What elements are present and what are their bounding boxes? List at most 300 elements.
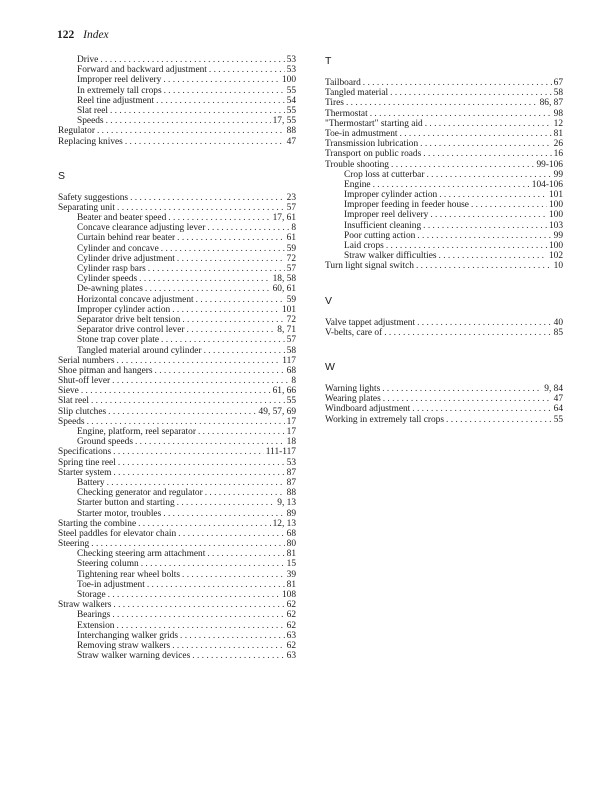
dot-leader: [130, 193, 285, 203]
entry-text: Storage: [77, 590, 106, 600]
entry-text: Concave clearance adjusting lever: [77, 223, 206, 234]
entry-text: Serial numbers: [58, 355, 115, 366]
entry-page: 8: [291, 376, 296, 387]
index-subentry: [58, 549, 296, 559]
index-subentry: [58, 590, 296, 600]
dot-leader: [209, 65, 285, 75]
entry-text: Drive: [77, 55, 99, 65]
entry-page: 8: [291, 223, 296, 234]
dot-leader: [187, 325, 276, 335]
index-entry: [325, 109, 563, 119]
entry-text: Toe-in admustment: [325, 128, 398, 139]
index-subentry: [58, 295, 296, 305]
entry-page: 108: [281, 590, 296, 600]
entry-text: Checking generator and regulator: [77, 488, 203, 499]
dot-leader: [177, 254, 285, 264]
dot-leader: [113, 468, 284, 478]
index-subentry: [58, 509, 296, 519]
dot-leader: [363, 78, 552, 88]
index-subentry: [58, 315, 296, 325]
dot-leader: [113, 447, 264, 457]
entry-text: Laid crops: [344, 241, 384, 251]
entry-text: Checking steering arm attachment: [77, 549, 206, 560]
dot-leader: [172, 305, 280, 315]
entry-text: Regulator: [58, 126, 95, 137]
dot-leader: [112, 376, 289, 386]
dot-leader: [110, 106, 285, 116]
dot-leader: [125, 137, 285, 147]
entry-page: 85: [553, 327, 563, 338]
dot-leader: [430, 210, 547, 220]
entry-page: 55: [286, 85, 296, 96]
entry-text: Slip clutches: [58, 406, 107, 417]
dot-leader: [370, 109, 552, 119]
index-entry: [325, 404, 563, 414]
page-number: 122: [57, 29, 75, 41]
index-entry: [58, 600, 296, 610]
index-subentry: [58, 335, 296, 345]
entry-page: 61, 66: [272, 386, 296, 397]
entry-page: 87: [286, 467, 296, 478]
dot-leader: [177, 498, 276, 508]
dot-leader: [163, 509, 284, 519]
entry-text: Reel tine adjustment: [77, 95, 155, 106]
entry-page: 57: [286, 202, 296, 213]
entry-text: Ground speeds: [77, 437, 133, 448]
entry-text: Improper cylinder action: [344, 190, 438, 201]
entry-text: Thermostat: [325, 108, 368, 119]
entry-page: 104-106: [531, 179, 563, 190]
section-letter: T: [325, 55, 332, 67]
entry-page: 62: [286, 610, 296, 621]
index-entry: [58, 417, 296, 427]
entry-text: In extremely tall crops: [77, 85, 162, 96]
entry-page: 88: [286, 126, 296, 137]
entry-page: 57: [286, 335, 296, 346]
entry-text: V-belts, care of: [325, 327, 383, 338]
dot-leader: [382, 384, 542, 394]
entry-text: Horizontal concave adjustment: [77, 294, 194, 305]
index-column-left: [58, 55, 296, 684]
index-subentry: [325, 231, 563, 241]
entry-text: Improper feeding in feeder house: [344, 200, 469, 211]
index-entry: [58, 376, 296, 386]
dot-leader: [346, 98, 538, 108]
entry-page: 98: [553, 108, 563, 119]
index-entry: [58, 519, 296, 529]
entry-page: 18: [286, 437, 296, 448]
entry-page: 23: [286, 192, 296, 203]
entry-page: 99-106: [536, 159, 563, 170]
dot-leader: [164, 86, 285, 96]
index-entry: [325, 328, 563, 338]
dot-leader: [117, 621, 285, 631]
entry-text: Starter system: [58, 467, 112, 478]
entry-text: Tailboard: [325, 78, 361, 88]
entry-text: Spring tine reel: [58, 457, 116, 468]
dot-leader: [417, 318, 552, 328]
entry-text: Interchanging walker grids: [77, 630, 179, 641]
entry-page: 89: [286, 508, 296, 519]
dot-leader: [439, 190, 547, 200]
dot-leader: [207, 223, 289, 233]
entry-text: Engine: [344, 179, 371, 190]
entry-text: Crop loss at cutterbar: [344, 169, 425, 180]
dot-leader: [182, 315, 284, 325]
dot-leader: [426, 170, 551, 180]
entry-page: 59: [286, 294, 296, 305]
dot-leader: [148, 264, 285, 274]
index-entry: [58, 203, 296, 213]
dot-leader: [196, 295, 285, 305]
entry-text: Tires: [325, 98, 344, 109]
entry-text: Battery: [77, 477, 105, 488]
dot-leader: [91, 396, 285, 406]
index-subentry: [58, 437, 296, 447]
entry-text: Improper reel delivery: [77, 75, 162, 86]
page-header: [57, 29, 109, 41]
entry-page: 102: [548, 251, 563, 262]
dot-leader: [412, 404, 551, 414]
index-section: [58, 55, 296, 147]
dot-leader: [400, 129, 552, 139]
entry-page: 55: [553, 414, 563, 425]
index-subentry: [325, 200, 563, 210]
index-subentry: [58, 264, 296, 274]
entry-text: Stone trap cover plate: [77, 335, 159, 346]
index-subentry: [58, 641, 296, 651]
index-entry: [325, 139, 563, 149]
entry-page: 18, 58: [272, 274, 296, 285]
index-entry: [58, 137, 296, 147]
dot-leader: [471, 200, 547, 210]
entry-page: 87: [286, 477, 296, 488]
section-letter: W: [325, 360, 335, 373]
entry-text: Poor cutting action: [344, 230, 416, 241]
entry-page: 57: [286, 264, 296, 274]
index-entry: [58, 468, 296, 478]
entry-page: 86, 87: [539, 98, 563, 109]
entry-text: Steel paddles for elevator chain: [58, 528, 177, 539]
entry-page: 67: [553, 78, 563, 88]
dot-leader: [97, 126, 285, 136]
index-subentry: [58, 427, 296, 437]
entry-text: Sieve: [58, 386, 79, 397]
dot-leader: [147, 580, 285, 590]
dot-leader: [106, 116, 271, 126]
entry-text: Starting the combine: [58, 518, 137, 529]
entry-page: 64: [553, 404, 563, 415]
entry-text: Straw walker warning devices: [77, 651, 191, 662]
dot-leader: [100, 55, 284, 65]
index-entry: [325, 415, 563, 425]
entry-page: 80: [286, 539, 296, 550]
dot-leader: [135, 437, 285, 447]
index-column-right: [325, 55, 563, 448]
entry-text: Shut-off lever: [58, 376, 111, 387]
entry-page: 72: [286, 314, 296, 325]
index-subentry: [58, 570, 296, 580]
index-entry: [58, 529, 296, 539]
entry-text: Shoe pitman and hangers: [58, 365, 153, 376]
dot-leader: [161, 244, 285, 254]
dot-leader: [390, 88, 552, 98]
index-subentry: [58, 106, 296, 116]
dot-leader: [117, 356, 281, 366]
dot-leader: [139, 274, 270, 284]
entry-page: 16: [553, 149, 563, 160]
dot-leader: [383, 394, 552, 404]
entry-page: 99: [553, 230, 563, 241]
entry-page: 9, 13: [277, 498, 296, 509]
index-entry: [325, 394, 563, 404]
dot-leader: [113, 600, 284, 610]
index-subentry: [58, 478, 296, 488]
entry-page: 62: [286, 600, 296, 611]
entry-page: 100: [281, 75, 296, 86]
entry-text: De-awning plates: [77, 284, 143, 295]
entry-page: 55: [286, 396, 296, 407]
entry-page: 17, 55: [272, 116, 296, 127]
index-entry: [325, 261, 563, 271]
entry-text: Windboard adjustment: [325, 404, 411, 415]
dot-leader: [112, 610, 284, 620]
index-entry: [58, 366, 296, 376]
dot-leader: [417, 231, 551, 241]
entry-page: 100: [548, 241, 563, 251]
entry-text: Speeds: [77, 116, 104, 127]
dot-leader: [207, 549, 284, 559]
index-subentry: [325, 210, 563, 220]
entry-page: 103: [548, 220, 563, 231]
index-subentry: [58, 621, 296, 631]
entry-page: 62: [286, 640, 296, 651]
index-entry: [325, 88, 563, 98]
entry-text: Replacing knives: [58, 136, 123, 147]
entry-page: 49, 57, 69: [258, 406, 296, 417]
entry-page: 60, 61: [272, 284, 296, 295]
entry-page: 99: [553, 169, 563, 180]
dot-leader: [107, 478, 285, 488]
dot-leader: [204, 346, 285, 356]
index-section: [325, 55, 563, 272]
index-subentry: [58, 631, 296, 641]
entry-page: 9, 84: [544, 383, 563, 394]
index-entry: [58, 356, 296, 366]
dot-leader: [108, 590, 280, 600]
entry-page: 117: [282, 355, 296, 366]
index-entry: [58, 539, 296, 549]
entry-page: 62: [286, 620, 296, 631]
entry-page: 63: [286, 651, 296, 662]
entry-text: Separating unit: [58, 202, 116, 213]
entry-text: "Thermostart" starting aid: [325, 118, 423, 129]
dot-leader: [81, 386, 271, 396]
dot-leader: [156, 96, 285, 106]
entry-text: Beater and beater speed: [77, 213, 167, 224]
entry-text: Steering: [58, 539, 90, 550]
entry-text: Turn light signal switch: [325, 261, 414, 272]
index-subentry: [58, 559, 296, 569]
entry-text: Separator drive belt tension: [77, 314, 181, 325]
entry-page: 72: [286, 253, 296, 264]
entry-page: 111-117: [265, 447, 296, 458]
entry-page: 8, 71: [277, 325, 296, 336]
entry-page: 53: [286, 457, 296, 468]
index-subentry: [58, 65, 296, 75]
entry-text: Forward and backward adjustment: [77, 65, 207, 76]
dot-leader: [178, 529, 284, 539]
index-entry: [58, 386, 296, 396]
index-entry: [325, 78, 563, 88]
entry-page: 12, 13: [272, 518, 296, 529]
dot-leader: [384, 328, 551, 338]
index-subentry: [58, 86, 296, 96]
entry-text: Bearings: [77, 610, 111, 621]
dot-leader: [182, 570, 285, 580]
index-section: [325, 361, 563, 425]
dot-leader: [87, 417, 285, 427]
dot-leader: [163, 75, 280, 85]
entry-page: 63: [286, 630, 296, 641]
index-subentry: [58, 244, 296, 254]
entry-page: 54: [286, 95, 296, 106]
entry-text: Warning lights: [325, 383, 381, 394]
index-subentry: [58, 346, 296, 356]
index-subentry: [58, 610, 296, 620]
index-entry: [325, 160, 563, 170]
entry-page: 88: [286, 488, 296, 499]
entry-page: 58: [286, 345, 296, 356]
entry-text: Cylinder rasp bars: [77, 264, 146, 274]
entry-text: Cylinder speeds: [77, 274, 138, 285]
entry-text: Tangled material around cylinder: [77, 345, 202, 356]
dot-leader: [180, 631, 285, 641]
entry-page: 59: [286, 243, 296, 254]
entry-page: 55: [286, 105, 296, 116]
index-subentry: [325, 170, 563, 180]
entry-text: Steering column: [77, 559, 139, 570]
entry-page: 53: [286, 65, 296, 76]
dot-leader: [108, 407, 256, 417]
index-subentry: [325, 180, 563, 190]
dot-leader: [141, 559, 285, 569]
dot-leader: [155, 366, 285, 376]
dot-leader: [416, 261, 552, 271]
index-entry: [325, 384, 563, 394]
entry-text: Extension: [77, 620, 115, 631]
entry-page: 12: [553, 118, 563, 129]
index-entry: [58, 407, 296, 417]
index-subentry: [325, 190, 563, 200]
entry-text: Starter button and starting: [77, 498, 175, 509]
entry-text: Straw walker difficulties: [344, 251, 437, 262]
dot-leader: [198, 427, 285, 437]
entry-text: Curtain behind rear beater: [77, 233, 176, 244]
index-section: [58, 170, 296, 662]
index-subentry: [58, 96, 296, 106]
entry-page: 100: [548, 200, 563, 211]
index-subentry: [58, 233, 296, 243]
entry-text: Improper cylinder action: [77, 304, 171, 315]
dot-leader: [373, 180, 530, 190]
dot-leader: [138, 519, 270, 529]
index-subentry: [58, 116, 296, 126]
dot-leader: [439, 251, 547, 261]
dot-leader: [423, 149, 551, 159]
entry-page: 39: [286, 569, 296, 580]
entry-page: 68: [286, 365, 296, 376]
index-entry: [325, 98, 563, 108]
entry-page: 17: [286, 427, 296, 437]
dot-leader: [386, 241, 547, 251]
index-subentry: [325, 251, 563, 261]
index-entry: [325, 119, 563, 129]
index-entry: [325, 149, 563, 159]
index-subentry: [58, 651, 296, 661]
page-title: Index: [83, 29, 109, 41]
index-subentry: [58, 580, 296, 590]
dot-leader: [423, 221, 547, 231]
index-entry: [58, 458, 296, 468]
entry-text: Tightening rear wheel bolts: [77, 569, 181, 580]
entry-page: 101: [548, 190, 563, 201]
dot-leader: [91, 539, 284, 549]
index-entry: [325, 129, 563, 139]
index-subentry: [58, 75, 296, 85]
index-subentry: [325, 221, 563, 231]
entry-text: Tangled material: [325, 88, 389, 99]
index-entry: [58, 193, 296, 203]
dot-leader: [192, 651, 284, 661]
section-letter: S: [58, 169, 66, 182]
entry-page: 101: [281, 304, 296, 315]
entry-page: 53: [286, 55, 296, 65]
entry-page: 81: [286, 579, 296, 590]
index-section: [325, 295, 563, 338]
entry-text: Insufficient cleaning: [344, 220, 422, 231]
index-subentry: [58, 325, 296, 335]
entry-text: Slat reel: [58, 396, 89, 407]
entry-text: Straw walkers: [58, 600, 112, 611]
entry-page: 15: [286, 559, 296, 570]
entry-page: 81: [553, 128, 563, 139]
entry-text: Working in extremely tall crops: [325, 414, 445, 425]
index-subentry: [58, 305, 296, 315]
entry-text: Wearing plates: [325, 394, 381, 405]
entry-text: Cylinder and concave: [77, 243, 159, 254]
index-subentry: [58, 498, 296, 508]
index-entry: [58, 126, 296, 136]
dot-leader: [446, 415, 552, 425]
section-letter: V: [325, 294, 333, 307]
entry-text: Cylinder drive adjustment: [77, 253, 175, 264]
entry-text: Starter motor, troubles: [77, 508, 162, 519]
dot-leader: [172, 641, 284, 651]
entry-page: 81: [286, 549, 296, 560]
entry-page: 61: [286, 233, 296, 244]
index-subentry: [58, 488, 296, 498]
index-subentry: [58, 274, 296, 284]
index-subentry: [325, 241, 563, 251]
dot-leader: [205, 488, 285, 498]
entry-page: 47: [286, 136, 296, 147]
entry-page: 10: [553, 261, 563, 272]
entry-page: 40: [553, 317, 563, 328]
dot-leader: [420, 139, 551, 149]
index-entry: [325, 318, 563, 328]
entry-text: Specifications: [58, 447, 112, 458]
